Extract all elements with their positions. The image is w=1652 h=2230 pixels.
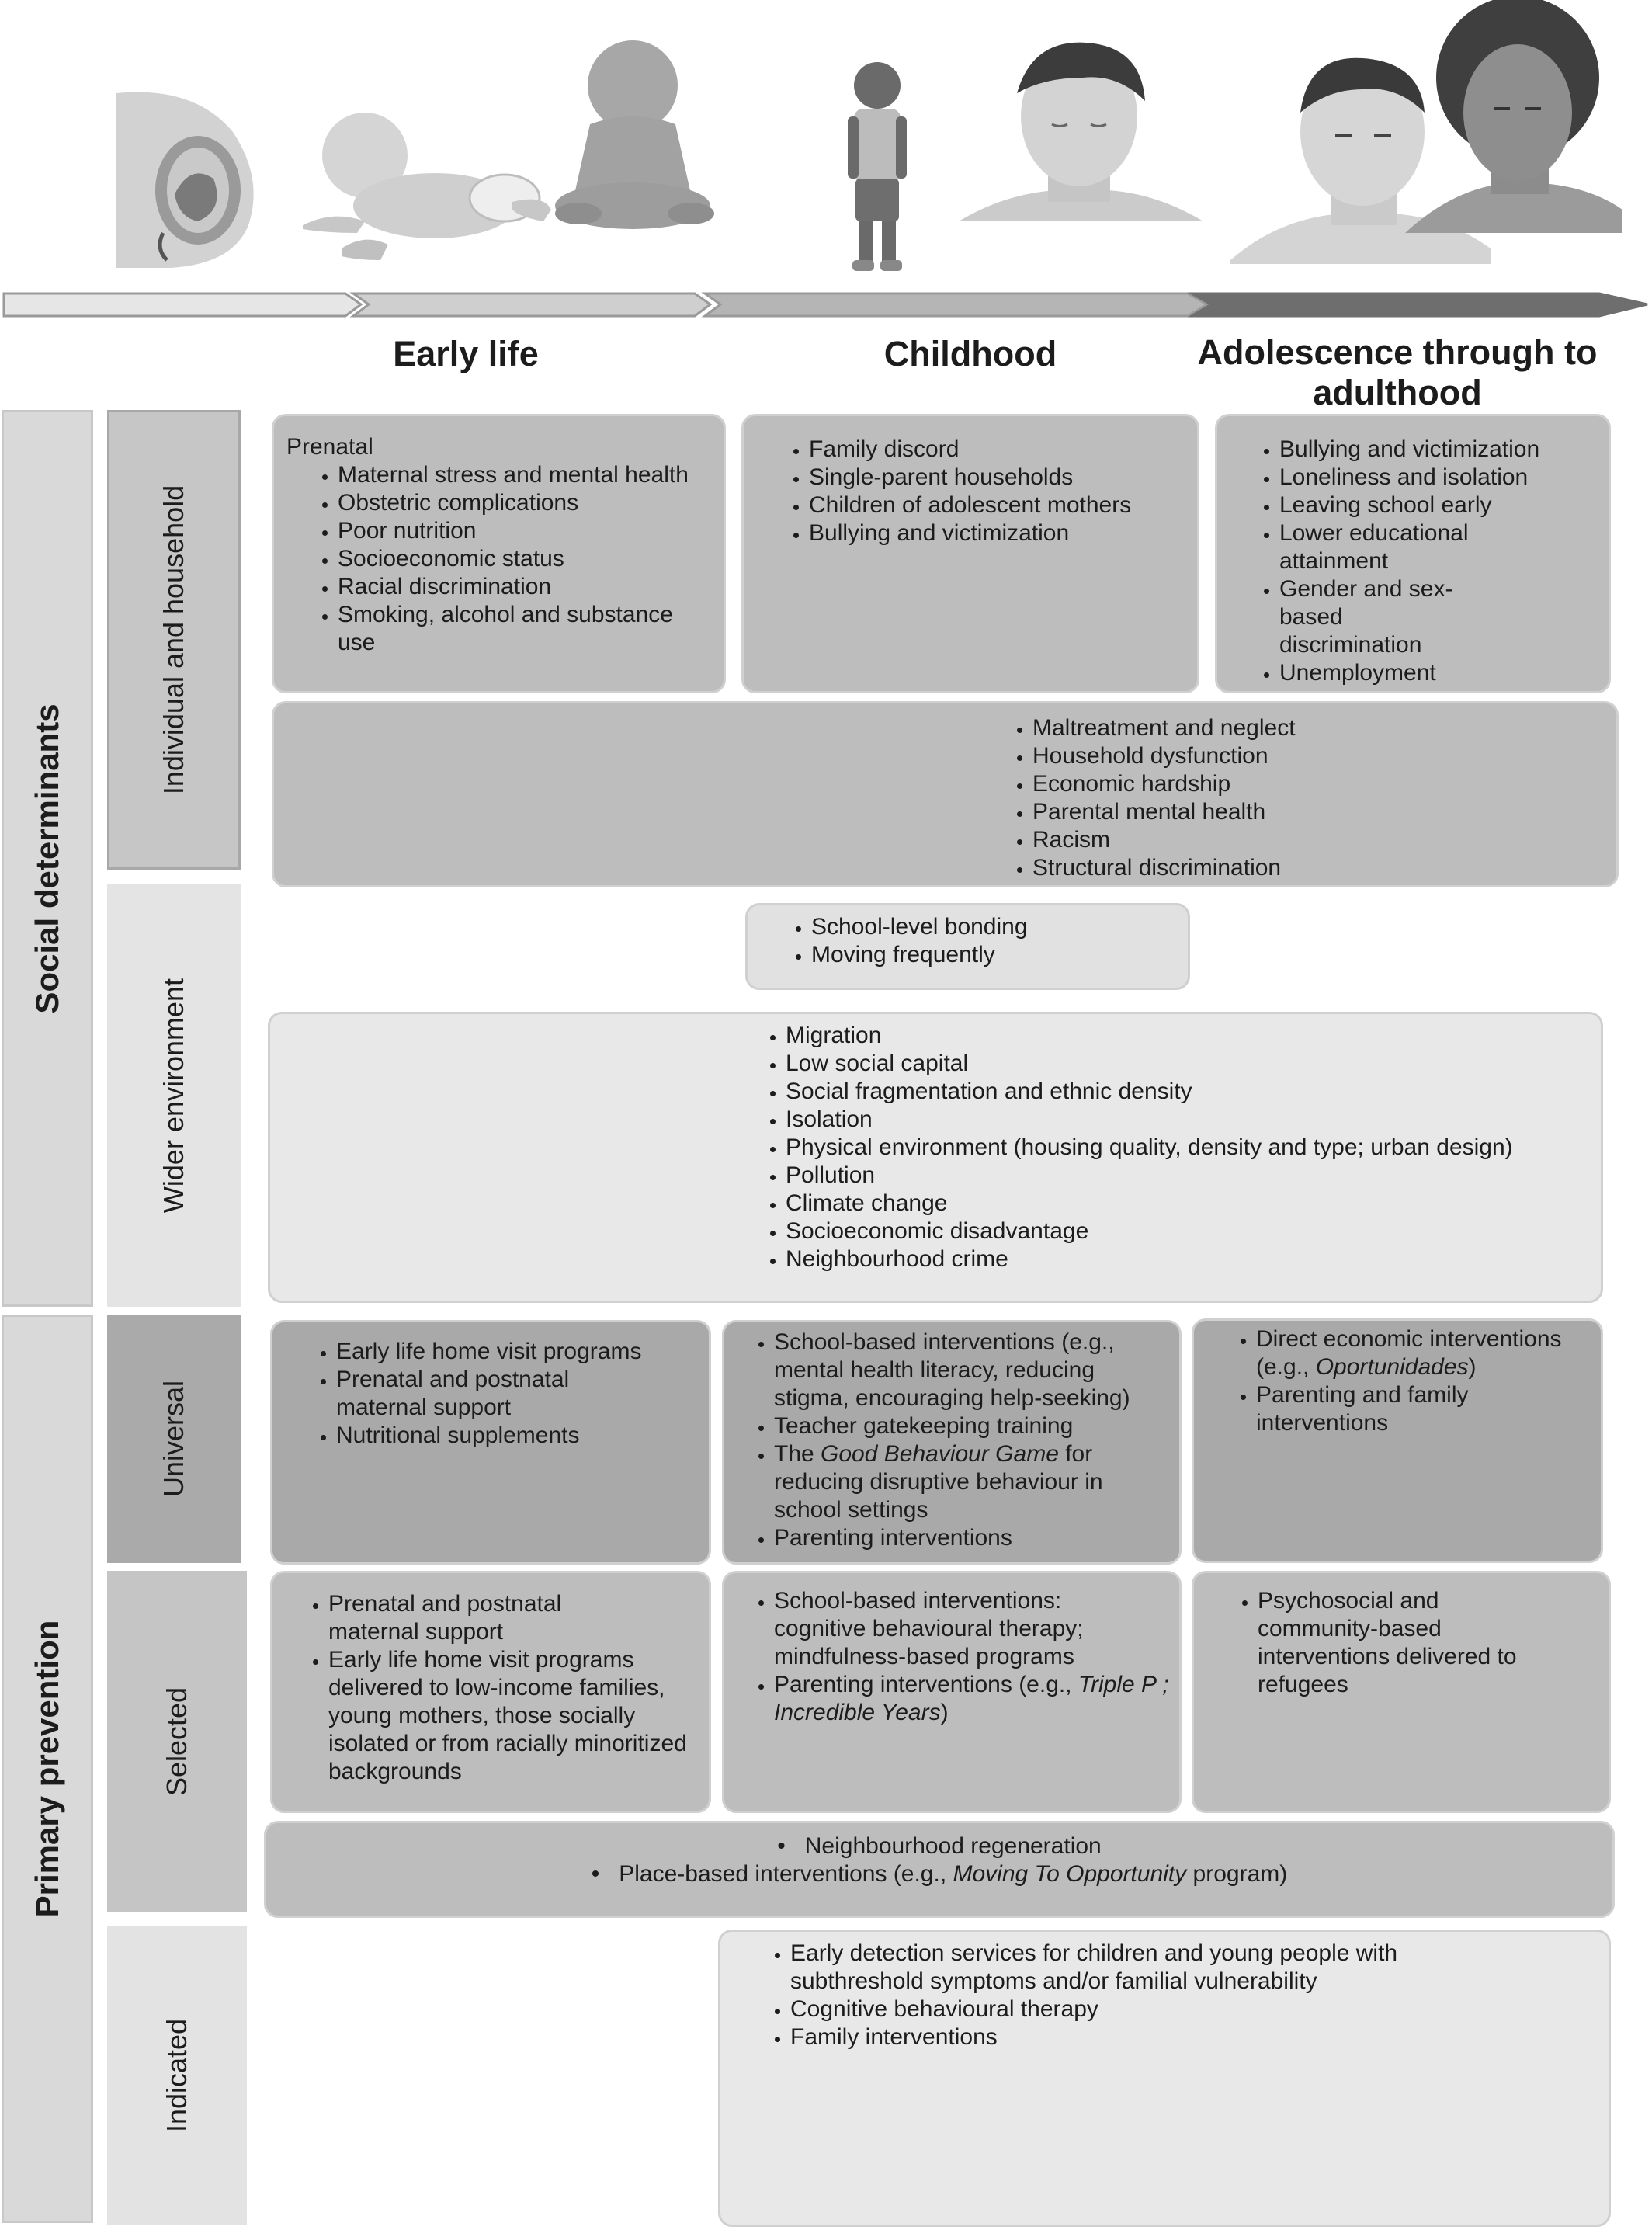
box-universal-childhood bbox=[722, 1320, 1182, 1565]
subcategory-universal bbox=[107, 1315, 241, 1563]
list-item: • Place-based interventions (e.g., Moving To Opportunity program) bbox=[591, 1861, 1288, 1887]
list-item: • Household dysfunction bbox=[1032, 742, 1599, 770]
list-item-text: program) bbox=[1186, 1861, 1288, 1887]
list-item: • Racism bbox=[1032, 826, 1599, 854]
box-we-childhood bbox=[745, 903, 1190, 990]
list-item: • Racial discrimination bbox=[338, 573, 706, 601]
box-selected-childhood bbox=[722, 1571, 1182, 1813]
list-item: • Bullying and victimization bbox=[1279, 436, 1543, 464]
list-item-text: ) bbox=[1468, 1354, 1477, 1380]
subcategory-indicated bbox=[107, 1926, 247, 2225]
box-ih-childhood bbox=[741, 414, 1199, 693]
category-social-determinants bbox=[2, 410, 93, 1307]
list-item: • Moving frequently bbox=[811, 941, 1171, 969]
subcategory-wider-environment-label: Wider environment bbox=[158, 978, 189, 1213]
list-item-text: Neighbourhood regeneration bbox=[804, 1833, 1102, 1859]
list-item: • Isolation bbox=[786, 1106, 1584, 1134]
box-indicated bbox=[718, 1930, 1611, 2227]
list-item-text: for reducing disruptive behaviour in school settings bbox=[774, 1441, 1103, 1523]
list-item: • Early life home visit programs delivered to low-income families, young mothers, those socially isolated or from racially minoritized backgrounds bbox=[328, 1646, 693, 1786]
list-item-emphasis: ; bbox=[1155, 1672, 1169, 1697]
list-item-emphasis: Incredible Years bbox=[774, 1700, 941, 1725]
box-we-all-stages bbox=[268, 1012, 1603, 1303]
box-selected-early-life bbox=[270, 1571, 711, 1813]
list-item: • Family interventions bbox=[790, 2023, 1591, 2051]
box-selected-adolescence bbox=[1192, 1571, 1611, 1813]
list-item: • Prenatal and postnatal maternal support bbox=[336, 1366, 600, 1422]
category-primary-prevention-label: Primary prevention bbox=[29, 1620, 65, 1918]
list-item: • Parenting interventions bbox=[774, 1524, 1162, 1552]
list-item: • Climate change bbox=[786, 1190, 1584, 1217]
list-item: • Early life home visit programs bbox=[336, 1338, 692, 1366]
list-item: • Lower educational attainment bbox=[1279, 519, 1504, 575]
list-item: • School-based interventions (e.g., mental health literacy, reducing stigma, encouraging help-seeking) bbox=[774, 1329, 1162, 1412]
list-item: • Teacher gatekeeping training bbox=[774, 1412, 1162, 1440]
category-primary-prevention bbox=[2, 1315, 93, 2223]
list-item-emphasis: Moving To Opportunity bbox=[953, 1861, 1187, 1887]
list-item: • Leaving school early bbox=[1279, 492, 1543, 519]
list-item: • Bullying and victimization bbox=[809, 519, 1180, 547]
box-ih-early-life bbox=[272, 414, 726, 693]
list-item: • Smoking, alcohol and substance use bbox=[338, 601, 706, 657]
list-item-emphasis: Triple P bbox=[1078, 1672, 1156, 1697]
subcategory-selected bbox=[107, 1571, 247, 1912]
list-item: • School-level bonding bbox=[811, 913, 1171, 941]
list-item: • Migration bbox=[786, 1022, 1584, 1050]
list-item: • Obstetric complications bbox=[338, 489, 706, 517]
list-item: • Gender and sex-based discrimination bbox=[1279, 575, 1466, 659]
subcategory-universal-label: Universal bbox=[158, 1380, 189, 1498]
timeline-arrow bbox=[4, 294, 1647, 316]
list-item: • Parental mental health bbox=[1032, 798, 1599, 826]
box-universal-adolescence bbox=[1192, 1318, 1603, 1563]
young-woman-face-icon bbox=[1405, 0, 1622, 233]
list-item: • Social fragmentation and ethnic density bbox=[786, 1078, 1584, 1106]
life-stage-illustrations bbox=[0, 0, 1652, 342]
box-ih-all-stages bbox=[272, 701, 1619, 887]
list-item: • Neighbourhood crime bbox=[786, 1245, 1584, 1273]
list-item-emphasis: Oportunidades bbox=[1315, 1354, 1469, 1380]
list-item: • Cognitive behavioural therapy bbox=[790, 1996, 1591, 2023]
list-item-emphasis: Good Behaviour Game bbox=[821, 1441, 1059, 1467]
list-item: • Neighbourhood regeneration bbox=[777, 1833, 1102, 1859]
list-item: • Structural discrimination bbox=[1032, 854, 1599, 882]
box-ih-adolescence bbox=[1215, 414, 1611, 693]
list-item: • Loneliness and isolation bbox=[1279, 464, 1543, 492]
subcategory-selected-label: Selected bbox=[161, 1686, 193, 1797]
list-item: • Economic hardship bbox=[1032, 770, 1599, 798]
list-item: • Socioeconomic status bbox=[338, 545, 706, 573]
list-item: • Poor nutrition bbox=[338, 517, 706, 545]
list-item: • Single-parent households bbox=[809, 464, 1180, 492]
list-item: • Family discord bbox=[809, 436, 1180, 464]
sitting-toddler-icon bbox=[555, 40, 714, 229]
box-selected-all-stages bbox=[264, 1821, 1615, 1918]
prenatal-heading: Prenatal bbox=[286, 434, 373, 460]
list-item: • Prenatal and postnatal maternal support bbox=[328, 1590, 585, 1646]
list-item: • Socioeconomic disadvantage bbox=[786, 1217, 1584, 1245]
pregnant-figure-icon bbox=[116, 92, 254, 268]
list-item bbox=[774, 1440, 1116, 1524]
list-item: • School-based interventions: cognitive behavioural therapy; mindfulness-based programs bbox=[774, 1587, 1139, 1671]
list-item-text: Place-based interventions (e.g., bbox=[619, 1861, 953, 1887]
list-item: • Physical environment (housing quality, density and type; urban design) bbox=[786, 1134, 1584, 1162]
child-face-icon bbox=[959, 43, 1203, 221]
header-adolescence: Adolescence through to adulthood bbox=[1197, 332, 1598, 412]
subcategory-indicated-label: Indicated bbox=[161, 2018, 193, 2132]
list-item-text: The bbox=[774, 1441, 821, 1467]
list-item: • Maltreatment and neglect bbox=[1032, 714, 1599, 742]
list-item bbox=[774, 1671, 1178, 1727]
crawling-baby-icon bbox=[303, 113, 551, 260]
standing-child-icon bbox=[848, 62, 907, 271]
list-item: • Nutritional supplements bbox=[336, 1422, 692, 1450]
list-item-text: Direct economic interventions (e.g., bbox=[1256, 1326, 1562, 1380]
box-universal-early-life bbox=[270, 1320, 711, 1565]
list-item: • Early detection services for children and young people with subthreshold symptoms and/or familial vulnerability bbox=[790, 1940, 1473, 1996]
list-item-text: ) bbox=[940, 1700, 949, 1725]
subcategory-individual-household bbox=[107, 410, 241, 870]
list-item bbox=[1256, 1325, 1584, 1381]
list-item: • Low social capital bbox=[786, 1050, 1584, 1078]
list-item: • Parenting and family interventions bbox=[1256, 1381, 1504, 1437]
list-item: • Maternal stress and mental health bbox=[338, 461, 706, 489]
list-item: • Pollution bbox=[786, 1162, 1584, 1190]
header-early-life: Early life bbox=[393, 334, 539, 373]
subcategory-wider-environment bbox=[107, 884, 241, 1307]
header-childhood: Childhood bbox=[883, 334, 1057, 373]
category-social-determinants-label: Social determinants bbox=[29, 703, 65, 1014]
list-item: • Unemployment bbox=[1279, 659, 1543, 687]
list-item: • Psychosocial and community-based interventions delivered to refugees bbox=[1258, 1587, 1553, 1699]
list-item: • Children of adolescent mothers bbox=[809, 492, 1180, 519]
list-item-text: Parenting interventions (e.g., bbox=[774, 1672, 1078, 1697]
subcategory-individual-household-label: Individual and household bbox=[158, 485, 189, 795]
